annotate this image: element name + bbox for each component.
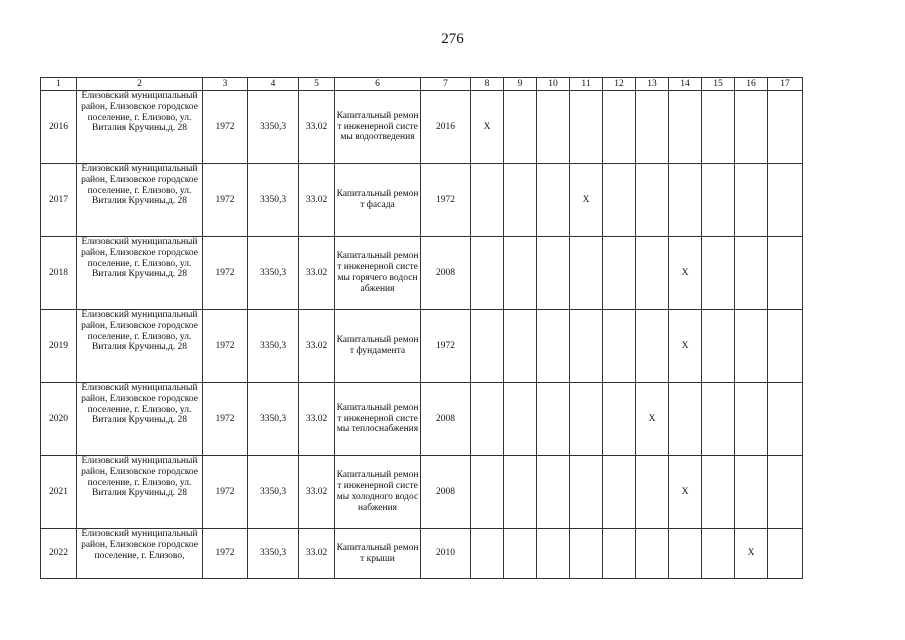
code-cell: 33.02 xyxy=(299,237,335,310)
period-mark-cell xyxy=(735,237,768,310)
last-repair-year-cell: 1972 xyxy=(421,310,471,383)
work-type-cell: Капитальный ремонт инженерной системы горячего водоснабжения xyxy=(335,237,421,310)
row-number: 2021 xyxy=(41,456,77,529)
column-header: 5 xyxy=(299,78,335,91)
table-row xyxy=(41,529,803,579)
address-text: Елизовский муниципальный район, Елизовское городское поселение, г. Елизово, ул. Виталия Кручины,д. 28 xyxy=(81,91,198,134)
period-mark-cell xyxy=(636,529,669,579)
period-mark-cell xyxy=(669,529,702,579)
area-cell: 3350,3 xyxy=(248,310,299,383)
table-row xyxy=(41,91,803,164)
column-header: 3 xyxy=(203,78,248,91)
build-year-cell: 1972 xyxy=(203,383,248,456)
period-mark-cell xyxy=(768,164,803,237)
table-row xyxy=(41,383,803,456)
area-cell: 3350,3 xyxy=(248,237,299,310)
period-mark-cell xyxy=(504,310,537,383)
period-mark-cell: X xyxy=(669,237,702,310)
address-text: Елизовский муниципальный район, Елизовское городское поселение, г. Елизово, ул. Виталия Кручины,д. 28 xyxy=(81,164,198,207)
column-header: 15 xyxy=(702,78,735,91)
period-mark-cell xyxy=(537,310,570,383)
build-year-cell: 1972 xyxy=(203,91,248,164)
build-year-cell: 1972 xyxy=(203,529,248,579)
period-mark-cell xyxy=(702,529,735,579)
build-year-cell: 1972 xyxy=(203,310,248,383)
period-mark-cell xyxy=(603,164,636,237)
area-cell: 3350,3 xyxy=(248,529,299,579)
period-mark-cell xyxy=(702,164,735,237)
row-number: 2017 xyxy=(41,164,77,237)
column-header: 10 xyxy=(537,78,570,91)
period-mark-cell xyxy=(768,529,803,579)
column-header: 8 xyxy=(471,78,504,91)
address-text: Елизовский муниципальный район, Елизовское городское поселение, г. Елизово, xyxy=(81,529,198,561)
period-mark-cell xyxy=(603,456,636,529)
address-cell xyxy=(77,91,203,164)
period-mark-cell xyxy=(735,164,768,237)
last-repair-year-cell: 1972 xyxy=(421,164,471,237)
column-header: 1 xyxy=(41,78,77,91)
period-mark-cell xyxy=(471,310,504,383)
code-cell: 33.02 xyxy=(299,310,335,383)
period-mark-cell xyxy=(603,529,636,579)
period-mark-cell xyxy=(735,456,768,529)
code-cell: 33.02 xyxy=(299,529,335,579)
column-header: 14 xyxy=(669,78,702,91)
row-number: 2016 xyxy=(41,91,77,164)
period-mark-cell xyxy=(537,91,570,164)
period-mark-cell xyxy=(768,456,803,529)
column-header: 9 xyxy=(504,78,537,91)
period-mark-cell xyxy=(669,164,702,237)
area-cell: 3350,3 xyxy=(248,456,299,529)
row-number: 2020 xyxy=(41,383,77,456)
period-mark-cell xyxy=(603,91,636,164)
build-year-cell: 1972 xyxy=(203,164,248,237)
work-type-cell: Капитальный ремонт фасада xyxy=(335,164,421,237)
area-cell: 3350,3 xyxy=(248,91,299,164)
period-mark-cell: X xyxy=(636,383,669,456)
code-cell: 33.02 xyxy=(299,164,335,237)
table-row xyxy=(41,456,803,529)
period-mark-cell xyxy=(636,91,669,164)
period-mark-cell xyxy=(669,383,702,456)
period-mark-cell xyxy=(504,383,537,456)
period-mark-cell: X xyxy=(735,529,768,579)
period-mark-cell xyxy=(702,310,735,383)
column-header: 17 xyxy=(768,78,803,91)
period-mark-cell xyxy=(735,310,768,383)
address-text: Елизовский муниципальный район, Елизовское городское поселение, г. Елизово, ул. Виталия Кручины,д. 28 xyxy=(81,383,198,426)
period-mark-cell xyxy=(570,456,603,529)
work-type-cell: Капитальный ремонт инженерной системы водоотведения xyxy=(335,91,421,164)
table-row xyxy=(41,164,803,237)
code-cell: 33.02 xyxy=(299,456,335,529)
row-number: 2019 xyxy=(41,310,77,383)
last-repair-year-cell: 2016 xyxy=(421,91,471,164)
period-mark-cell xyxy=(603,383,636,456)
address-cell xyxy=(77,237,203,310)
period-mark-cell xyxy=(504,529,537,579)
period-mark-cell xyxy=(570,237,603,310)
table-row xyxy=(41,310,803,383)
column-header: 2 xyxy=(77,78,203,91)
period-mark-cell: X xyxy=(669,310,702,383)
column-header: 16 xyxy=(735,78,768,91)
period-mark-cell xyxy=(702,91,735,164)
period-mark-cell xyxy=(570,383,603,456)
last-repair-year-cell: 2010 xyxy=(421,529,471,579)
period-mark-cell: X xyxy=(471,91,504,164)
period-mark-cell xyxy=(735,91,768,164)
work-type-cell: Капитальный ремонт фундамента xyxy=(335,310,421,383)
address-cell xyxy=(77,456,203,529)
row-number: 2018 xyxy=(41,237,77,310)
period-mark-cell xyxy=(537,383,570,456)
period-mark-cell xyxy=(636,310,669,383)
address-text: Елизовский муниципальный район, Елизовское городское поселение, г. Елизово, ул. Виталия Кручины,д. 28 xyxy=(81,310,198,353)
period-mark-cell xyxy=(735,383,768,456)
period-mark-cell xyxy=(537,164,570,237)
period-mark-cell xyxy=(768,383,803,456)
address-text: Елизовский муниципальный район, Елизовское городское поселение, г. Елизово, ул. Виталия Кручины,д. 28 xyxy=(81,237,198,280)
period-mark-cell xyxy=(471,529,504,579)
row-number: 2022 xyxy=(41,529,77,579)
area-cell: 3350,3 xyxy=(248,383,299,456)
period-mark-cell xyxy=(504,91,537,164)
period-mark-cell xyxy=(471,383,504,456)
period-mark-cell xyxy=(537,237,570,310)
code-cell: 33.02 xyxy=(299,383,335,456)
last-repair-year-cell: 2008 xyxy=(421,383,471,456)
build-year-cell: 1972 xyxy=(203,456,248,529)
work-type-cell: Капитальный ремонт инженерной системы холодного водоснабжения xyxy=(335,456,421,529)
period-mark-cell xyxy=(537,456,570,529)
period-mark-cell xyxy=(471,164,504,237)
period-mark-cell xyxy=(537,529,570,579)
period-mark-cell xyxy=(471,237,504,310)
period-mark-cell xyxy=(702,383,735,456)
period-mark-cell xyxy=(570,310,603,383)
column-number-header-row xyxy=(41,78,803,91)
period-mark-cell xyxy=(603,310,636,383)
address-cell xyxy=(77,383,203,456)
column-header: 11 xyxy=(570,78,603,91)
period-mark-cell: X xyxy=(570,164,603,237)
period-mark-cell xyxy=(570,91,603,164)
period-mark-cell xyxy=(504,237,537,310)
work-type-cell: Капитальный ремонт крыши xyxy=(335,529,421,579)
column-header: 7 xyxy=(421,78,471,91)
area-cell: 3350,3 xyxy=(248,164,299,237)
column-header: 6 xyxy=(335,78,421,91)
period-mark-cell xyxy=(669,91,702,164)
period-mark-cell xyxy=(768,310,803,383)
address-cell xyxy=(77,164,203,237)
table-row xyxy=(41,237,803,310)
period-mark-cell xyxy=(768,237,803,310)
period-mark-cell xyxy=(504,164,537,237)
period-mark-cell xyxy=(636,456,669,529)
build-year-cell: 1972 xyxy=(203,237,248,310)
period-mark-cell xyxy=(768,91,803,164)
address-text: Елизовский муниципальный район, Елизовское городское поселение, г. Елизово, ул. Виталия Кручины,д. 28 xyxy=(81,456,198,499)
period-mark-cell xyxy=(504,456,537,529)
column-header: 12 xyxy=(603,78,636,91)
capital-repair-table xyxy=(40,77,803,579)
work-type-cell: Капитальный ремонт инженерной системы теплоснабжения xyxy=(335,383,421,456)
last-repair-year-cell: 2008 xyxy=(421,456,471,529)
period-mark-cell xyxy=(570,529,603,579)
period-mark-cell xyxy=(603,237,636,310)
address-cell xyxy=(77,529,203,579)
period-mark-cell xyxy=(471,456,504,529)
code-cell: 33.02 xyxy=(299,91,335,164)
page-number: 276 xyxy=(441,31,464,47)
last-repair-year-cell: 2008 xyxy=(421,237,471,310)
period-mark-cell xyxy=(702,237,735,310)
period-mark-cell xyxy=(636,164,669,237)
column-header: 4 xyxy=(248,78,299,91)
period-mark-cell xyxy=(636,237,669,310)
address-cell xyxy=(77,310,203,383)
column-header: 13 xyxy=(636,78,669,91)
period-mark-cell xyxy=(702,456,735,529)
period-mark-cell: X xyxy=(669,456,702,529)
